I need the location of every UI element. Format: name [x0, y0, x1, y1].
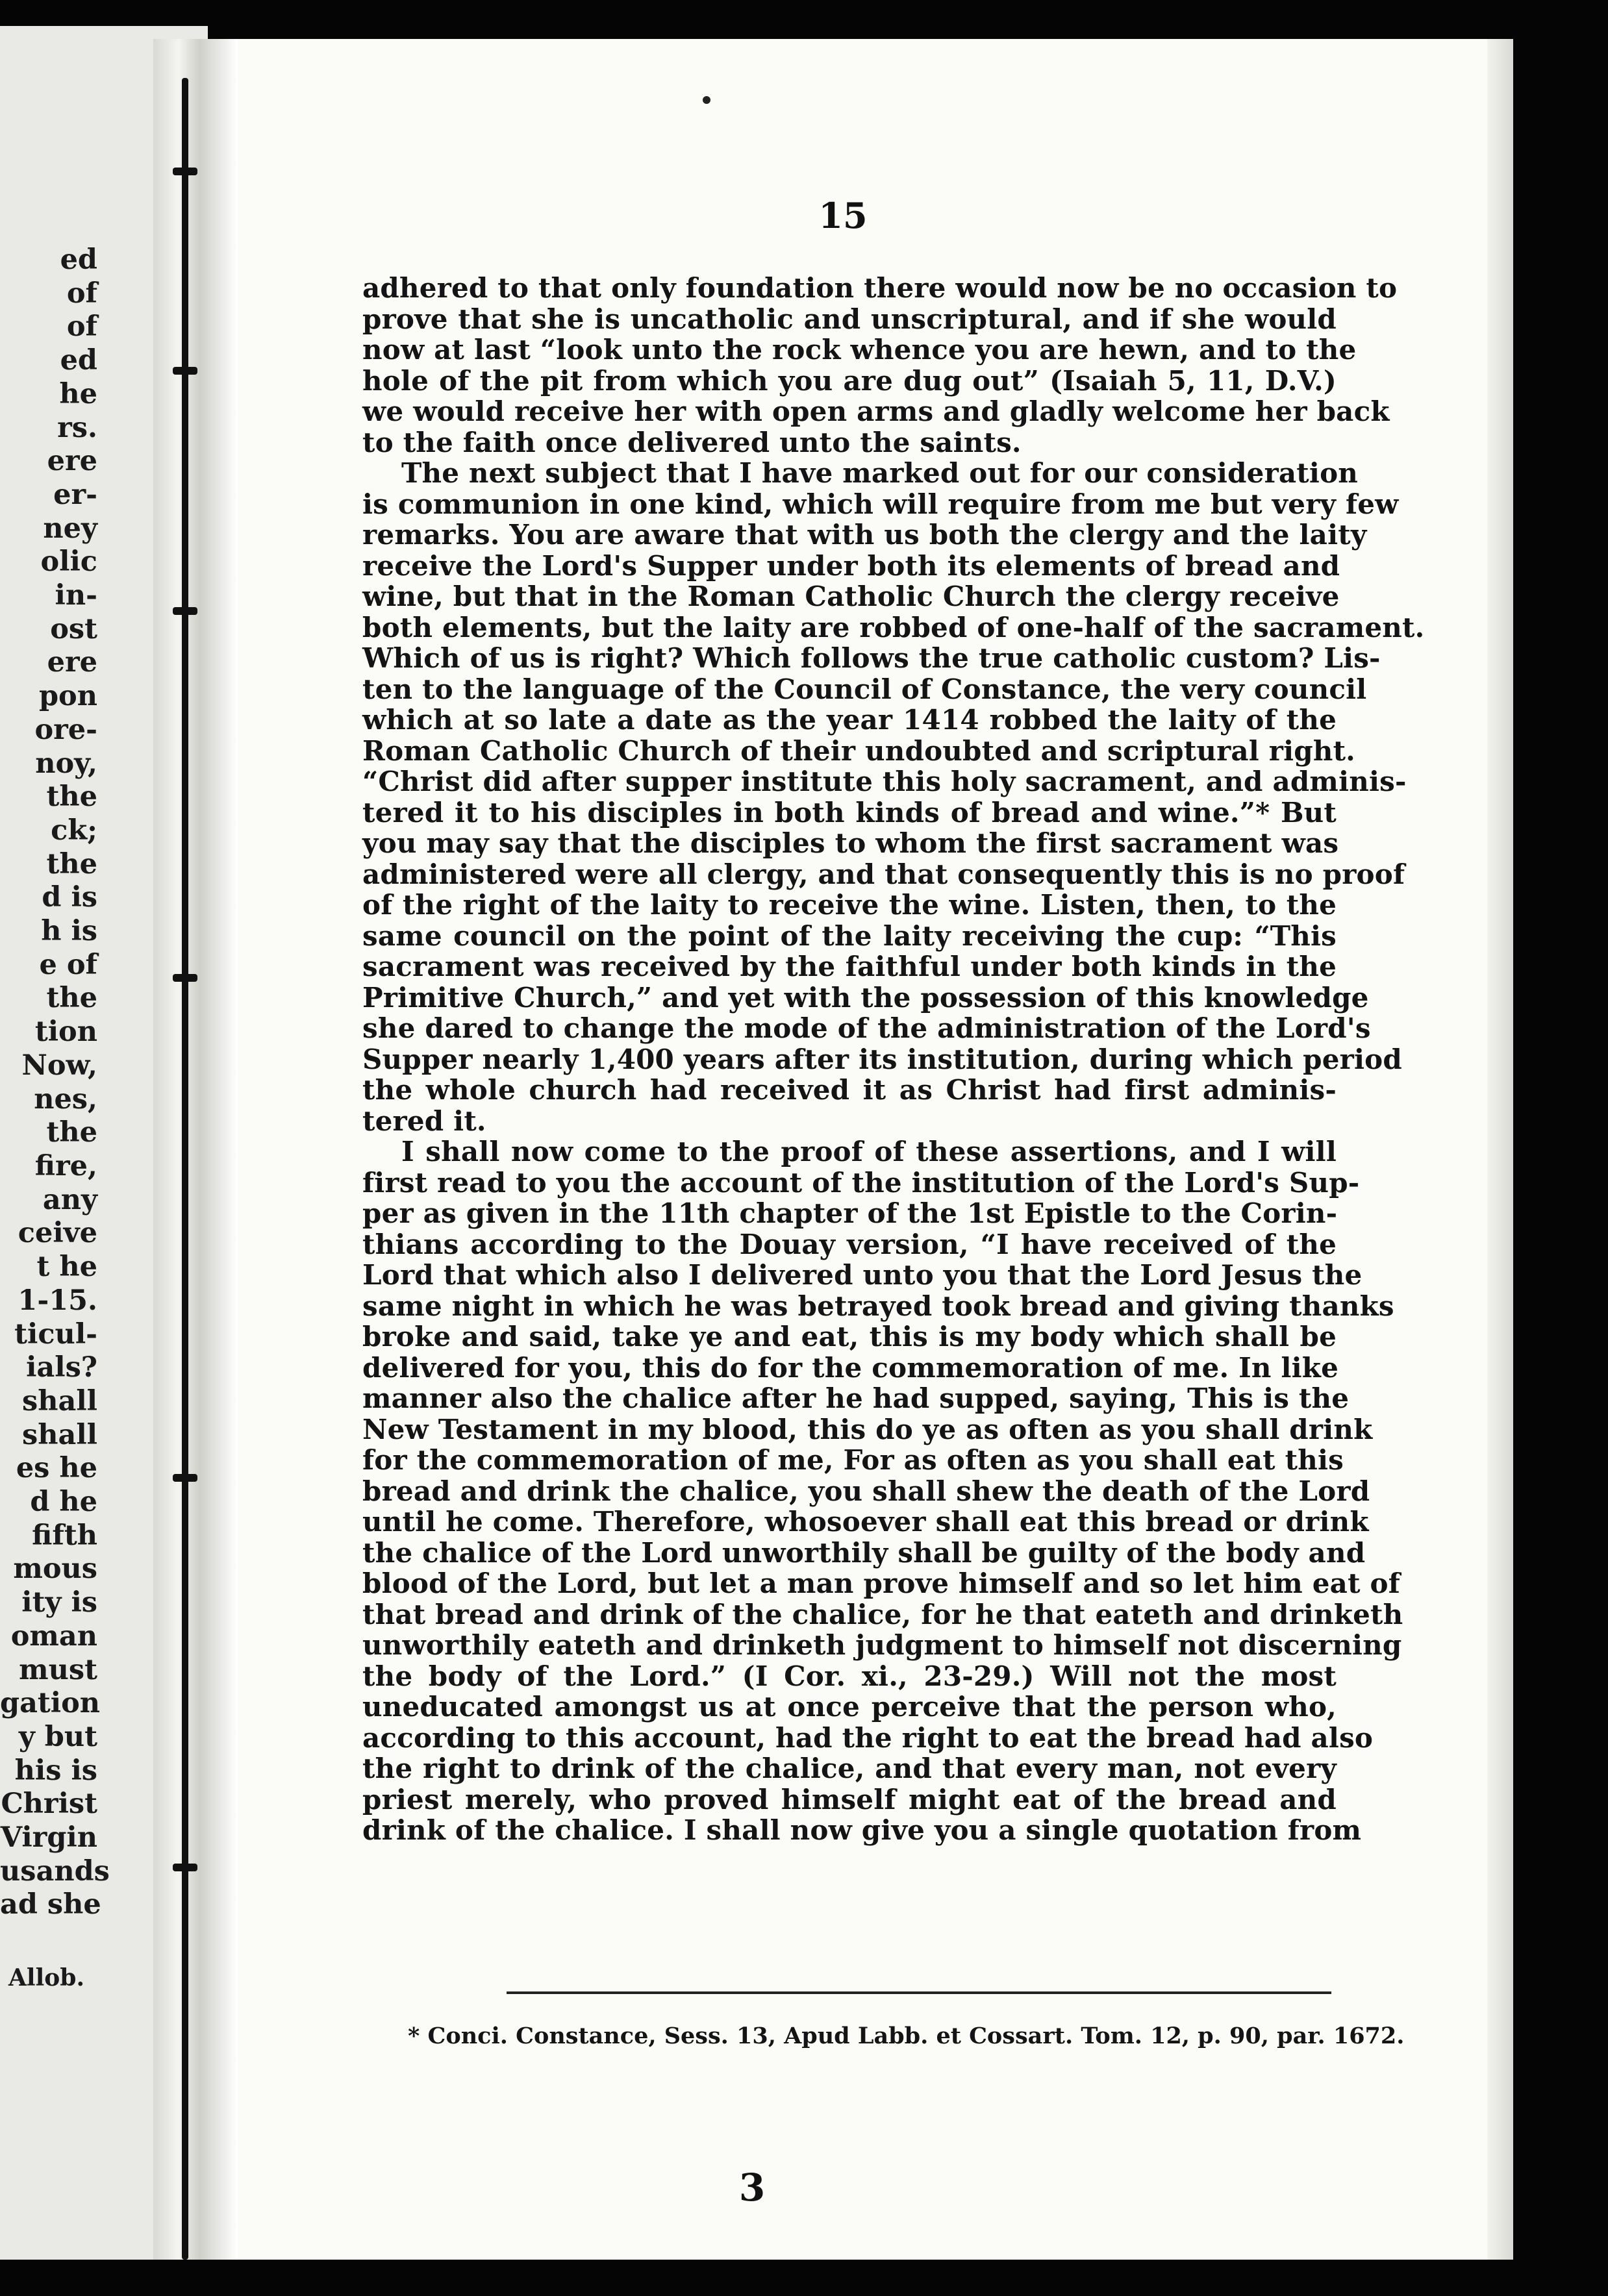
- text-line: priest merely, who proved himself might eat of the bread and: [362, 1783, 1337, 1816]
- text-line: adhered to that only foundation there would now be no occasion to: [362, 272, 1398, 304]
- facing-page-fragment: er-: [53, 478, 97, 511]
- facing-page-fragment: usands: [0, 1854, 110, 1888]
- text-line: “Christ did after supper institute this holy sacrament, and adminis-: [362, 766, 1407, 797]
- facing-page-fragment: e of: [39, 948, 97, 981]
- binding-stitch: [173, 974, 197, 982]
- text-line: administered were all clergy, and that consequently this is no proof: [362, 858, 1405, 890]
- facing-page-fragment: Christ: [1, 1788, 97, 1821]
- text-line: remarks. You are aware that with us both the clergy and the laity: [362, 519, 1367, 551]
- text-line: both elements, but the laity are robbed of one-half of the sacrament.: [362, 611, 1425, 643]
- facing-page-fragment: his is: [14, 1754, 97, 1787]
- facing-page-fragment: nes,: [34, 1082, 97, 1116]
- text-line: Supper nearly 1,400 years after its institution, during which period: [362, 1043, 1402, 1075]
- facing-page-fragment: pon: [38, 680, 97, 713]
- text-line: Primitive Church,” and yet with the possession of this knowledge: [362, 981, 1369, 1014]
- facing-page-fragment: any: [42, 1183, 97, 1216]
- text-line: first read to you the account of the institution of the Lord's Sup-: [362, 1166, 1360, 1199]
- binding-stitch: [173, 1474, 197, 1482]
- text-line: unworthily eateth and drinketh judgment to himself not discerning: [362, 1629, 1402, 1661]
- text-line: Roman Catholic Church of their undoubted and scriptural right.: [362, 734, 1355, 767]
- facing-page-fragment: gation: [0, 1687, 101, 1720]
- text-line: which at so late a date as the year 1414 robbed the laity of the: [362, 704, 1337, 736]
- facing-page-fragment: the: [46, 847, 97, 880]
- text-line: thians according to the Douay version, “I have received of the: [362, 1228, 1337, 1260]
- facing-page-fragment: ney: [43, 512, 97, 545]
- text-line: receive the Lord's Supper under both its elements of bread and: [362, 549, 1340, 582]
- facing-page-fragment: noy,: [35, 747, 97, 780]
- text-line: the chalice of the Lord unworthily shall be guilty of the body and: [362, 1536, 1366, 1569]
- text-line: that bread and drink of the chalice, for he that eateth and drinketh: [362, 1598, 1403, 1630]
- ink-speck: [703, 96, 710, 104]
- facing-page-fragment: fifth: [32, 1519, 97, 1552]
- facing-page-fragment: ore-: [34, 713, 97, 746]
- text-line: she dared to change the mode of the administration of the Lord's: [362, 1012, 1371, 1044]
- facing-page-fragment: the: [46, 982, 97, 1015]
- facing-page-fragment: ost: [50, 612, 97, 645]
- facing-page-text: [0, 243, 110, 1922]
- text-line: ten to the language of the Council of Constance, the very council: [362, 673, 1367, 705]
- facing-page-fragment: must: [19, 1653, 97, 1686]
- binding-stitch: [173, 607, 197, 615]
- text-line: wine, but that in the Roman Catholic Church the clergy receive: [362, 580, 1340, 612]
- facing-page-fragment: in-: [55, 579, 97, 612]
- facing-page-fragment: Virgin: [0, 1821, 97, 1854]
- facing-page-fragment: ere: [47, 445, 97, 478]
- text-line: blood of the Lord, but let a man prove himself and so let him eat of: [362, 1567, 1400, 1599]
- text-line: same night in which he was betrayed took bread and giving thanks: [362, 1290, 1394, 1322]
- text-line: prove that she is uncatholic and unscriptural, and if she would: [362, 303, 1337, 335]
- text-line: of the right of the laity to receive the wine. Listen, then, to the: [362, 889, 1337, 921]
- facing-page-fragment: the: [46, 780, 97, 814]
- text-line: manner also the chalice after he had supped, saying, This is the: [362, 1382, 1350, 1414]
- text-line: until he come. Therefore, whosoever shall eat this bread or drink: [362, 1506, 1369, 1538]
- binding-stitch: [173, 367, 197, 375]
- facing-page-fragment: ials?: [26, 1351, 97, 1384]
- text-line: hole of the pit from which you are dug out” (Isaiah 5, 11, D.V.): [362, 364, 1337, 397]
- facing-page-fragment: shall: [21, 1418, 97, 1451]
- facing-page-fragment: ceive: [18, 1217, 97, 1250]
- page-edge: [1487, 39, 1513, 2260]
- binding-stitch: [173, 1864, 197, 1871]
- text-line: the right to drink of the chalice, and that every man, not every: [362, 1753, 1337, 1784]
- facing-page-fragment: h is: [41, 915, 97, 948]
- text-line: per as given in the 11th chapter of the 1st Epistle to the Corin-: [362, 1197, 1338, 1229]
- text-line: we would receive her with open arms and gladly welcome her back: [362, 395, 1390, 427]
- facing-page-fragment: of: [66, 310, 97, 343]
- facing-page-fragment: rs.: [57, 411, 97, 444]
- text-line: according to this account, had the right to eat the bread had also: [362, 1721, 1374, 1754]
- text-line: sacrament was received by the faithful under both kinds in the: [362, 951, 1337, 982]
- binding-thread: [182, 78, 188, 2260]
- page-number: 15: [818, 195, 868, 236]
- text-line: broke and said, take ye and eat, this is my body which shall be: [362, 1321, 1337, 1353]
- facing-page-fragment: ad she: [0, 1888, 101, 1921]
- facing-page-fragment: of: [66, 277, 97, 310]
- text-line: is communion in one kind, which will require from me but very few: [362, 488, 1399, 520]
- text-line: now at last “look unto the rock whence you are hewn, and to the: [362, 334, 1357, 366]
- facing-page-fragment: shall: [21, 1384, 97, 1417]
- facing-page-fragment: 1-15.: [18, 1284, 97, 1317]
- text-line: to the faith once delivered unto the saints.: [362, 426, 1022, 458]
- facing-page-fragment: mous: [13, 1553, 97, 1586]
- text-line: drink of the chalice. I shall now give you a single quotation from: [362, 1814, 1362, 1846]
- signature-mark: 3: [738, 2165, 766, 2210]
- text-line: the whole church had received it as Christ had first adminis-: [362, 1074, 1337, 1106]
- facing-page-fragment: es he: [16, 1452, 97, 1485]
- text-line: New Testament in my blood, this do ye as often as you shall drink: [362, 1413, 1373, 1445]
- facing-page-footnote: Allob.: [8, 1964, 84, 1991]
- text-line: Lord that which also I delivered unto you that the Lord Jesus the: [362, 1259, 1363, 1291]
- facing-page-fragment: oman: [10, 1619, 97, 1653]
- facing-page-fragment: Now,: [21, 1049, 97, 1082]
- facing-page-fragment: d is: [42, 881, 97, 914]
- facing-page-fragment: ity is: [21, 1586, 97, 1619]
- text-line: bread and drink the chalice, you shall shew the death of the Lord: [362, 1475, 1370, 1507]
- text-line: tered it to his disciples in both kinds of bread and wine.”* But: [362, 796, 1337, 829]
- text-line: the body of the Lord.” (I Cor. xi., 23-29.) Will not the most: [362, 1660, 1337, 1692]
- footnote: * Conci. Constance, Sess. 13, Apud Labb. et Cossart. Tom. 12, p. 90, par. 1672.: [408, 2023, 1405, 2049]
- text-line: for the commemoration of me, For as often as you shall eat this: [362, 1444, 1344, 1476]
- body-text: [362, 272, 1425, 1846]
- text-line: same council on the point of the laity receiving the cup: “This: [362, 919, 1337, 952]
- facing-page-fragment: d he: [30, 1486, 97, 1519]
- facing-page-fragment: y but: [18, 1720, 97, 1753]
- facing-page-fragment: ed: [60, 344, 97, 377]
- text-line: I shall now come to the proof of these assertions, and I will: [401, 1136, 1337, 1167]
- text-line: you may say that the disciples to whom the first sacrament was: [362, 827, 1339, 859]
- facing-page-fragment: he: [59, 377, 97, 410]
- footnote-rule: [507, 1991, 1331, 1994]
- text-line: Which of us is right? Which follows the true catholic custom? Lis-: [362, 642, 1381, 674]
- binding-stitch: [173, 168, 197, 175]
- text-line: tered it.: [362, 1104, 486, 1137]
- facing-page-fragment: ed: [60, 243, 97, 276]
- facing-page-fragment: olic: [40, 545, 97, 579]
- text-line: The next subject that I have marked out for our consideration: [401, 457, 1359, 489]
- facing-page-fragment: tion: [34, 1016, 97, 1049]
- text-line: delivered for you, this do for the commemoration of me. In like: [362, 1351, 1339, 1384]
- text-line: uneducated amongst us at once perceive that the person who,: [362, 1691, 1337, 1723]
- facing-page-fragment: fire,: [34, 1149, 97, 1182]
- facing-page-fragment: ck;: [51, 814, 97, 847]
- facing-page-fragment: t he: [36, 1251, 97, 1284]
- facing-page-fragment: ticul-: [14, 1317, 97, 1351]
- facing-page-fragment: the: [46, 1116, 97, 1149]
- facing-page-fragment: ere: [47, 646, 97, 679]
